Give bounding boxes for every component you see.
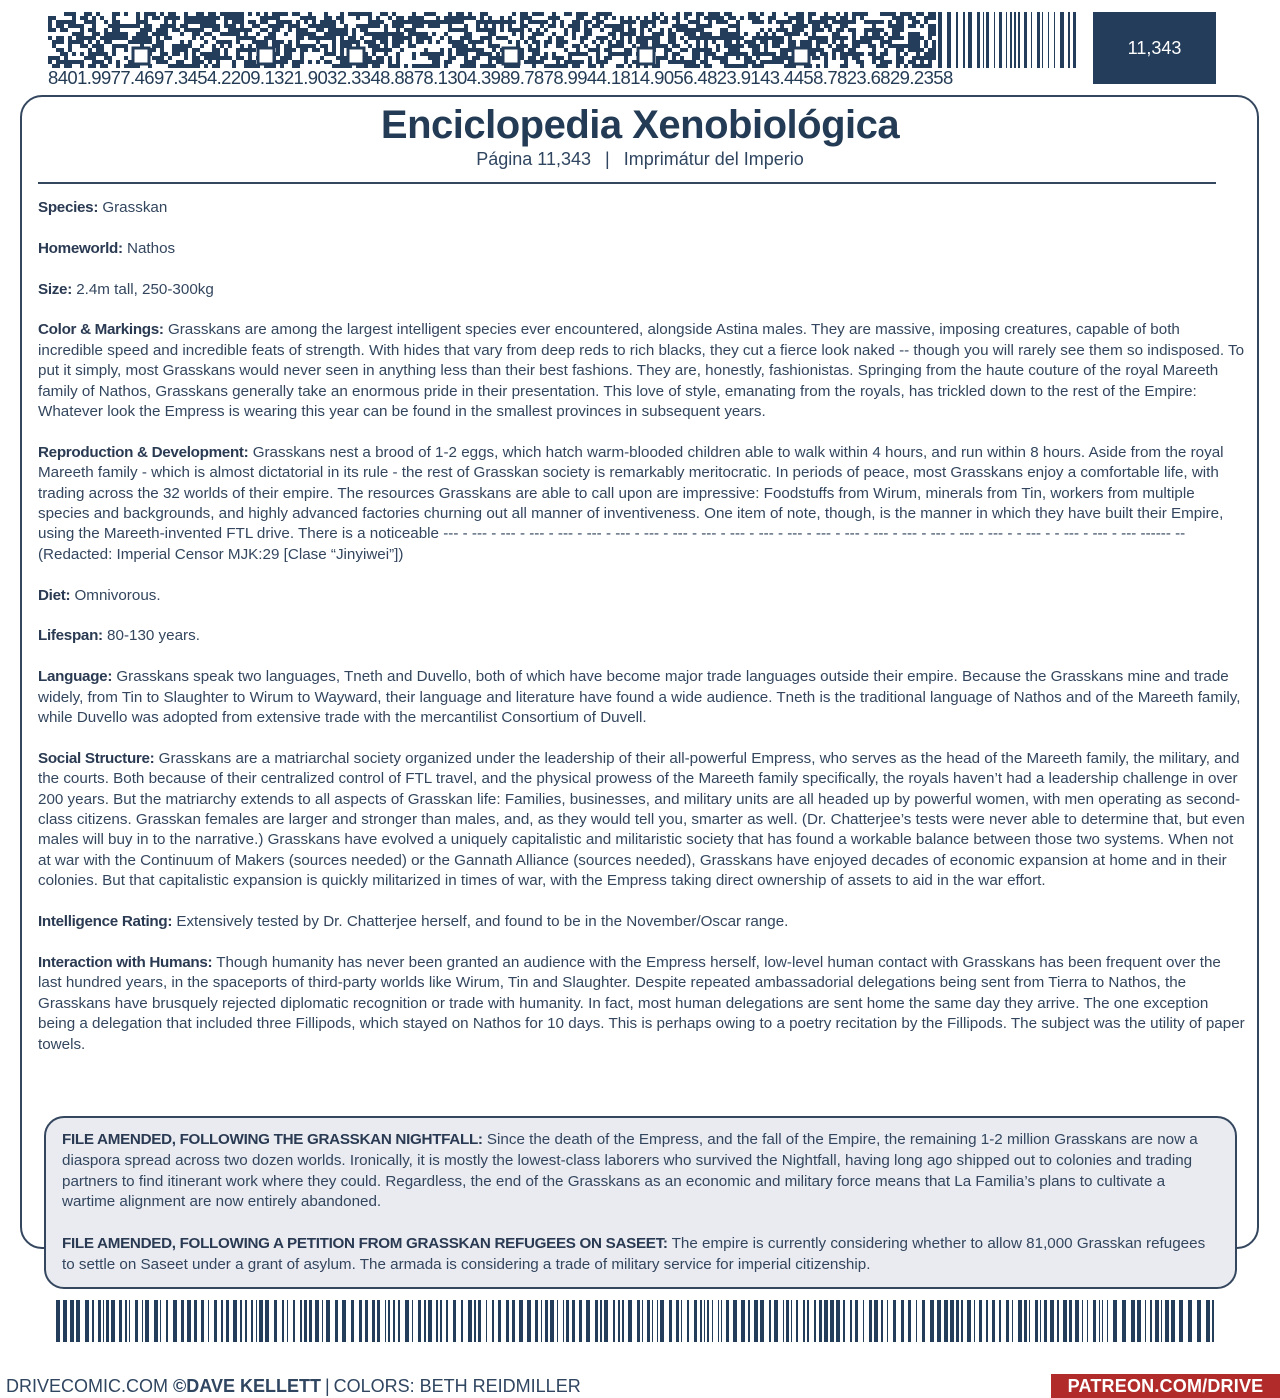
site-link[interactable]: DRIVECOMIC.COM (6, 1376, 168, 1396)
patreon-link[interactable] (1051, 1374, 1280, 1398)
entry-label: Reproduction & Development: (38, 443, 249, 461)
page-badge-text: 11,343 (1127, 37, 1182, 58)
entry-species (38, 198, 1248, 218)
copyright: ©DAVE KELLETT (173, 1376, 321, 1396)
subtitle-imprimatur: Imprimátur del Imperio (623, 149, 804, 169)
amendment-refugees (62, 1234, 1219, 1276)
entry-text: Grasskans speak two languages, Tneth and Duvello, both of which have become major trade languages outside their empire. Because the Grasskans mine and trade widely, from Tin to Slaughter to Wirum to Wayward, their language and literature have found a wide audience. Tneth is the traditional language of Nathos and of the Mareeth family, while Duvello was adopted from extensive trade with the mercantilist Consortium of Duvell. (38, 668, 1241, 727)
page-title: Enciclopedia Xenobiológica (380, 103, 900, 147)
entry-reproduction (38, 443, 1248, 565)
entry-label: Language: (38, 668, 113, 686)
header-barcode (938, 12, 1080, 68)
patreon-link-text: PATREON.COM/DRIVE (1067, 1375, 1264, 1396)
entry-text: 80-130 years. (107, 627, 200, 645)
entry-label: Species: (38, 199, 99, 216)
entry-label: Intelligence Rating: (38, 913, 173, 931)
amendment-label: FILE AMENDED, FOLLOWING A PETITION FROM GRASSKAN REFUGEES ON SASEET: (62, 1234, 668, 1252)
entry-size (38, 280, 1248, 300)
entry-label: Homeworld: (38, 239, 123, 257)
entry-homeworld (38, 239, 1248, 259)
entry-text: Though humanity has never been granted an audience with the Empress herself, low-level human contact with Grasskans has been frequent over the last hundred years, in the spaceports of third-party worlds like Wirum, Tin and Slaughter. Despite repeated ambassadorial delegations being sent from Tierra to Nathos, the Grasskans have brusquely rejected diplomatic recognition or trade with humanity. In fact, most human delegations are sent home the same day they arrive. The one exception being a delegation that included three Fillipods, which stayed on Nathos for 10 days. This is perhaps owing to a poetry recitation by the Fillipods. The subject was the utility of paper towels. (38, 953, 1245, 1053)
entry-text: 2.4m tall, 250-300kg (76, 280, 214, 298)
header-code-strip (48, 12, 1080, 88)
entry-text: Nathos (127, 239, 176, 257)
entry-text: Omnivorous. (74, 586, 161, 604)
entry-lifespan (38, 626, 1248, 646)
entry-text: Extensively tested by Dr. Chatterjee herself, and found to be in the November/Oscar range. (176, 913, 789, 931)
amendments-box (44, 1116, 1237, 1289)
subtitle-separator: | (605, 149, 610, 169)
entry-label: Interaction with Humans: (38, 953, 213, 971)
entry-label: Size: (38, 280, 72, 298)
page-number-badge (1093, 12, 1216, 84)
entry-label: Lifespan: (38, 627, 103, 645)
amendment-text: Since the death of the Empress, and the fall of the Empire, the remaining 1-2 million Grasskans are now a diaspora spread across two dozen worlds. Ironically, it is mostly the lowest-class laborers who survived the Nightfall, having long ago shipped out to colonies and trading partners to find itinerant work where they could. Regardless, the end of the Grasskans as an economic and military force means that La Familia’s plans to cultivate a wartime alignment are now entirely abandoned. (62, 1131, 1198, 1211)
species-entry (38, 198, 1248, 1075)
entry-language (38, 667, 1248, 728)
title-divider (38, 182, 1216, 184)
entry-text: Grasskans are a matriarchal society organized under the leadership of their all-powerful Empress, who serves as the head of the Mareeth family, the military, and the courts. Both because of their centralized control of FTL travel, and the physical prowess of the Mareeth family specifically, the royals haven’t had a leadership challenge in over 200 years. But the matriarchy extends to all aspects of Grasskan life: Families, businesses, and military units are all headed up by powerful women, with men operating as second-class citizens. Grasskan females are larger and stronger than males, and, as they would tell you, smarter as well. (Dr. Chatterjee’s tests were never able to determine that, but even males will buy in to the narrative.) Grasskans have evolved a uniquely capitalistic and militaristic society that has found a workable balance between those two systems. When not at war with the Continuum of Makers (sources needed) or the Gannath Alliance (sources needed), Grasskans have enjoyed decades of economic expansion at home and in their colonies. But that capitalistic expansion is quickly militarized in times of war, with the Empress taking direct ownership of assets to aid in the war effort. (38, 749, 1245, 890)
serial-number: 8401.9977.4697.3454.2209.1321.9032.3348.8878.1304.3989.7878.9944.1814.9056.4823.9143.4458.7823.6829.2358 (48, 67, 953, 88)
entry-text: Grasskan (102, 199, 168, 216)
entry-label: Diet: (38, 586, 71, 604)
entry-label: Color & Markings: (38, 321, 164, 339)
amendment-nightfall (62, 1130, 1219, 1213)
amendment-text: The empire is currently considering whether to allow 81,000 Grasskan refugees to settle on Saseet under a grant of asylum. The armada is considering a trade of military service for imperial citizenship. (62, 1234, 1206, 1273)
colors-credit: COLORS: BETH REIDMILLER (333, 1376, 581, 1396)
entry-interaction-humans (38, 953, 1248, 1055)
amendment-label: FILE AMENDED, FOLLOWING THE GRASSKAN NIGHTFALL: (62, 1131, 483, 1148)
data-matrix-code (48, 12, 936, 68)
subtitle-page: Página 11,343 (476, 149, 592, 169)
entry-social-structure (38, 749, 1248, 892)
entry-intelligence (38, 912, 1248, 932)
entry-color-markings (38, 320, 1248, 422)
footer-barcode (56, 1300, 1220, 1342)
credits (6, 1376, 581, 1397)
page-subtitle (0, 149, 1280, 170)
entry-text: Grasskans are among the largest intelligent species ever encountered, alongside Astina males. They are massive, imposing creatures, capable of both incredible speed and incredible feats of strength. With hides that vary from deep reds to rich blacks, they cut a fierce look naked -- though you will rarely see them so indisposed. To put it simply, most Grasskans would never seen in anything less than their best fashions. They are, honestly, fashionistas. Springing from the haute couture of the royal Mareeth family of Nathos, Grasskans generally take an enormous pride in their presentation. This love of style, emanating from the royals, has trickled down to the rest of the Empire: Whatever look the Empress is wearing this year can be found in the smallest provinces in subsequent years. (38, 321, 1245, 421)
credits-separator: | (324, 1376, 330, 1396)
entry-text: Grasskans nest a brood of 1-2 eggs, which hatch warm-blooded children able to walk within 4 hours, and run within 8 hours. Aside from the royal Mareeth family - which is almost dictatorial in its rule - the rest of Grasskan society is remarkably meritocratic. In periods of peace, most Grasskans enjoy a comfortable life, with trading across the 32 worlds of their empire. The resources Grasskans are able to call upon are impressive: Foodstuffs from Wirum, minerals from Tin, workers from multiple species and backgrounds, and highly advanced factories churning out all manner of inventiveness. One item of note, though, is the manner in which they have built their Empire, using the Mareeth-invented FTL drive. There is a noticeable --- - --- - --- - --- - --- - --- - --- - --- - --- - --- - --- - --- - --- - --- - --- - --- - --- - --- - --- - --- - - --- - - --- - --- - --- ------ -- (Redacted: Imperial Censor MJK:29 [Clase “Jinyiwei”]) (38, 443, 1224, 563)
entry-label: Social Structure: (38, 749, 155, 767)
entry-diet (38, 586, 1248, 606)
